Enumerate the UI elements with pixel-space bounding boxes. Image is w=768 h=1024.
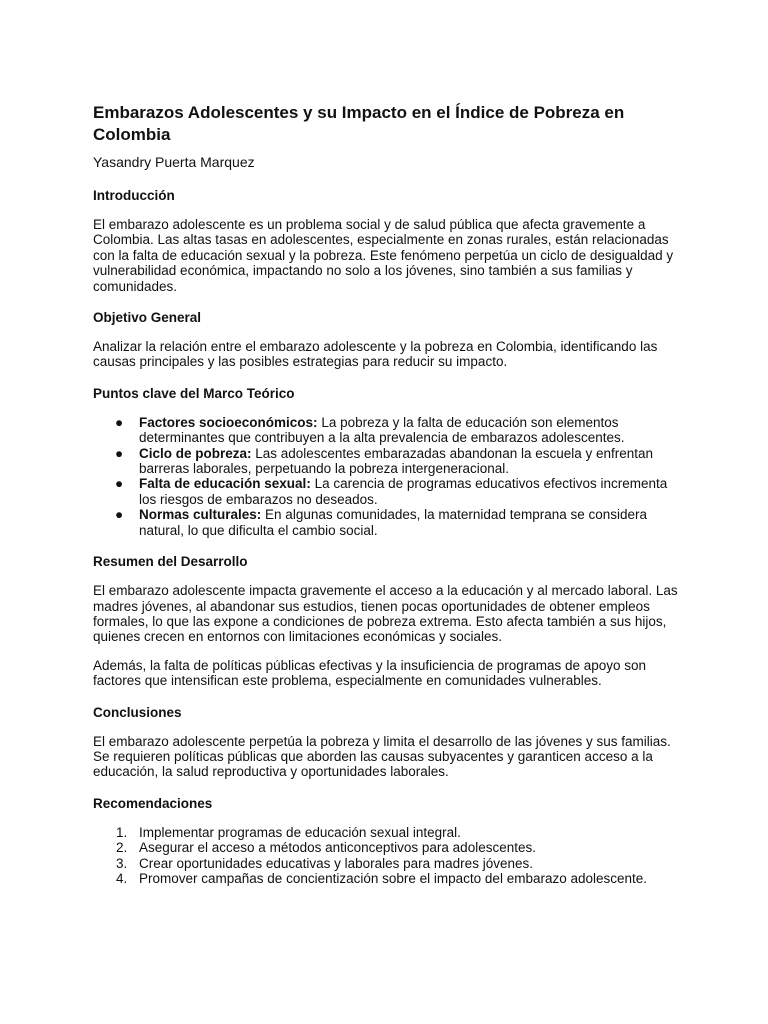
list-item — [93, 446, 678, 477]
heading-introduccion: Introducción — [93, 188, 175, 203]
heading-objetivo: Objetivo General — [93, 310, 202, 326]
list-item-text: Implementar programas de educación sexual integral. — [139, 824, 461, 840]
list-item-text: Asegurar el acceso a métodos anticonceptivos para adolescentes. — [139, 840, 536, 856]
list-item-text: Promover campañas de concientización sobre el impacto del embarazo adolescente. — [139, 870, 648, 886]
document-title: Embarazos Adolescentes y su Impacto en el Índice de Pobreza en Colombia — [93, 103, 625, 144]
heading-conclusiones: Conclusiones — [93, 704, 182, 720]
list-item-text: La pobreza y la falta de educación son elementos determinantes que contribuyen a la alta prevalencia de embarazos adolescentes. — [139, 414, 625, 446]
author-name: Yasandry Puerta Marquez — [93, 154, 255, 170]
list-item — [93, 476, 678, 507]
heading-recomendaciones: Recomendaciones — [93, 795, 213, 811]
heading-desarrollo: Resumen del Desarrollo — [93, 554, 248, 570]
list-item-text: La carencia de programas educativos efectivos incrementa los riesgos de embarazos no deseados. — [139, 476, 668, 507]
list-item — [93, 856, 678, 871]
list-item — [93, 825, 678, 840]
list-item-text: En algunas comunidades, la maternidad temprana se considera natural, lo que dificulta el cambio social. — [139, 507, 648, 538]
bullet-icon: ● — [115, 476, 124, 492]
list-item-text: Las adolescentes embarazadas abandonan la escuela y enfrentan barreras laborales, perpetuando la pobreza intergeneracional. — [139, 445, 654, 477]
list-item-term: Factores socioeconómicos: — [139, 414, 318, 430]
list-item-term: Normas culturales: — [139, 507, 262, 523]
list-item — [93, 507, 678, 538]
list-item-number: 4. — [116, 870, 128, 886]
list-item — [93, 415, 678, 446]
recomendaciones-list — [93, 825, 678, 887]
paragraph-introduccion: El embarazo adolescente es un problema social y de salud pública que afecta gravemente a Colombia. Las altas tasas en adolescentes, especialmente en zonas rurales, están relacionadas con la falta de educación sexual y la pobreza. Este fenómeno perpetúa un ciclo de desigualdad y vulnerabilidad económica, impactando no solo a los jóvenes, sino también a sus familias y comunidades. — [93, 217, 674, 294]
paragraph-conclusiones: El embarazo adolescente perpetúa la pobreza y limita el desarrollo de las jóvenes y sus familias. Se requieren políticas públicas que aborden las causas subyacentes y garanticen acceso a la educación, la salud reproductiva y oportunidades laborales. — [93, 733, 671, 780]
list-item-number: 3. — [116, 855, 128, 871]
marco-teorico-list — [93, 415, 678, 538]
heading-marco-teorico: Puntos clave del Marco Teórico — [93, 385, 295, 401]
paragraph-desarrollo-2: Además, la falta de políticas públicas efectivas y la insuficiencia de programas de apoyo son factores que intensifican este problema, especialmente en comunidades vulnerables. — [93, 657, 647, 689]
list-item-term: Falta de educación sexual: — [139, 476, 311, 492]
list-item-text: Crear oportunidades educativas y laborales para madres jóvenes. — [139, 855, 533, 871]
list-item-number: 2. — [116, 840, 128, 856]
list-item-term: Ciclo de pobreza: — [139, 445, 252, 461]
list-item — [93, 840, 678, 855]
list-item — [93, 871, 678, 886]
list-item-number: 1. — [116, 824, 128, 840]
bullet-icon: ● — [115, 445, 124, 461]
paragraph-objetivo: Analizar la relación entre el embarazo adolescente y la pobreza en Colombia, identificando las causas principales y las posibles estrategias para reducir su impacto. — [93, 339, 658, 370]
paragraph-desarrollo-1: El embarazo adolescente impacta gravemente el acceso a la educación y al mercado laboral. Las madres jóvenes, al abandonar sus estudios, tienen pocas oportunidades de obtener empleos formales, lo que las expone a condiciones de pobreza extrema. Esto afecta también a sus hijos, quienes crecen en entornos con limitaciones económicas y sociales. — [93, 583, 678, 645]
bullet-icon: ● — [115, 507, 124, 523]
bullet-icon: ● — [115, 414, 124, 430]
